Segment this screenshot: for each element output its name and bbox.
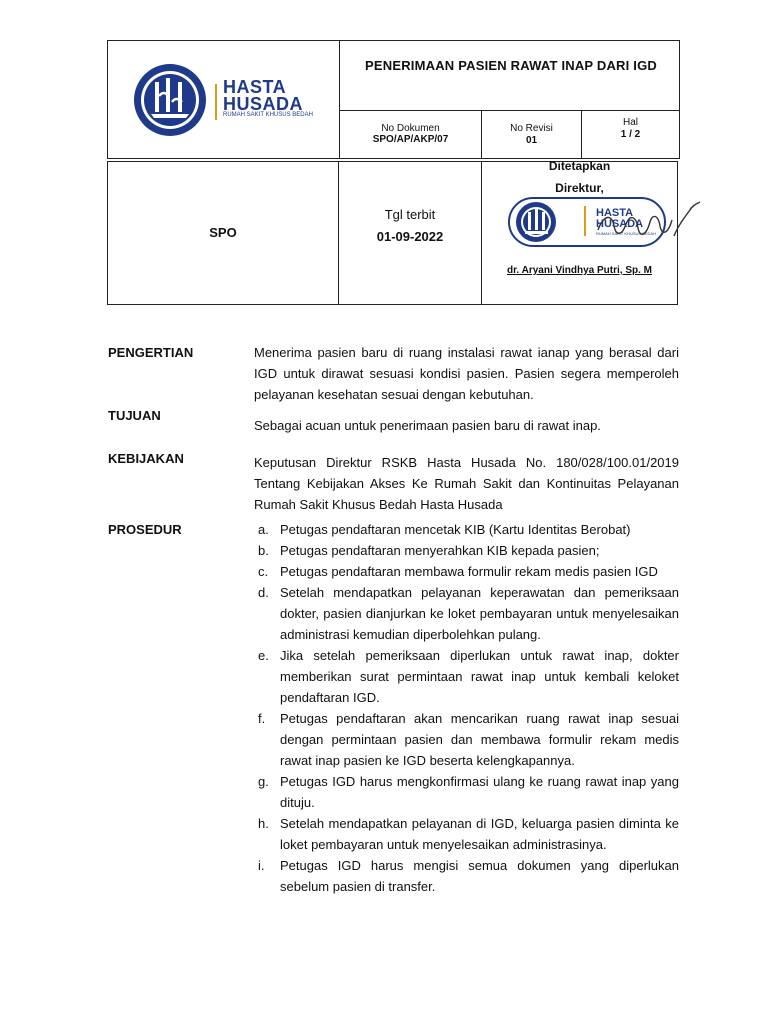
prosedur-item bbox=[254, 708, 679, 771]
page-value: 1 / 2 bbox=[620, 129, 641, 140]
director-name: dr. Aryani Vindhya Putri, Sp. M bbox=[506, 265, 653, 276]
prosedur-item-letter: f. bbox=[258, 711, 266, 726]
prosedur-item-text: Jika setelah pemeriksaan diperlukan untuk rawat inap, dokter memberikan surat permintaan rawat inap untuk kembali keloket pendaftaran IGD. bbox=[280, 648, 679, 705]
prosedur-item bbox=[254, 519, 679, 540]
stamp-tagline: RUMAH SAKIT KHUSUS BEDAH bbox=[596, 231, 656, 236]
kebijakan-text: Keputusan Direktur RSKB Hasta Husada No. 180/028/100.01/2019 Tentang Kebijakan Akses Ke Rumah Sakit dan Kontinuitas Pelayanan Rumah Sakit Khusus Bedah Hasta Husada bbox=[254, 455, 679, 512]
page-label: Hal bbox=[622, 117, 638, 128]
prosedur-item-text: Petugas pendaftaran mencetak KIB (Kartu Identitas Berobat) bbox=[280, 522, 631, 537]
prosedur-item-text: Petugas pendaftaran membawa formulir rekam medis pasien IGD bbox=[280, 564, 658, 579]
logo-tagline: RUMAH SAKIT KHUSUS BEDAH bbox=[223, 112, 313, 118]
director-signature bbox=[594, 200, 704, 252]
prosedur-item-text: Setelah mendapatkan pelayanan keperawatan dan pemeriksaan dokter, pasien dianjurkan ke loket pembayaran untuk menyelesaikan administrasi kemudian diperbolehkan pulang. bbox=[280, 585, 679, 642]
kebijakan-label: KEBIJAKAN bbox=[108, 451, 184, 466]
issued-date: 01-09-2022 bbox=[376, 229, 444, 244]
spo-label: SPO bbox=[209, 225, 237, 240]
prosedur-item bbox=[254, 582, 679, 645]
prosedur-item-letter: c. bbox=[258, 564, 269, 579]
prosedur-item-letter: h. bbox=[258, 816, 269, 831]
pengertian-text: Menerima pasien baru di ruang instalasi rawat ianap yang berasal dari IGD untuk dirawat sesuasi kondisi pasien. Pasien segera memperoleh pelayanan kesehatan sesuai dengan kebutuhan. bbox=[254, 345, 679, 402]
issued-label: Tgl terbit bbox=[384, 207, 436, 222]
prosedur-item-text: Petugas IGD harus mengisi semua dokumen yang diperlukan sebelum pasien di transfer. bbox=[280, 858, 679, 894]
pengertian-label: PENGERTIAN bbox=[108, 345, 194, 360]
prosedur-item-letter: e. bbox=[258, 648, 269, 663]
director-label: Direktur, bbox=[555, 181, 604, 195]
prosedur-item-text: Petugas pendaftaran akan mencarikan ruang rawat inap sesuai dengan permintaan pasien dan membawa formulir rekam medis rawat inap pasien ke IGD beserta kelengkapannya. bbox=[280, 711, 679, 768]
tujuan-label: TUJUAN bbox=[108, 408, 161, 423]
document-title: PENERIMAAN PASIEN RAWAT INAP DARI IGD bbox=[365, 58, 657, 73]
approved-label: Ditetapkan bbox=[548, 159, 611, 173]
prosedur-item-text: Petugas pendaftaran menyerahkan KIB kepada pasien; bbox=[280, 543, 600, 558]
prosedur-item-letter: d. bbox=[258, 585, 269, 600]
prosedur-item-text: Setelah mendapatkan pelayanan di IGD, keluarga pasien diminta ke loket pembayaran untuk menyelesaikan administrasinya. bbox=[280, 816, 679, 852]
prosedur-item bbox=[254, 540, 679, 561]
revision-label: No Revisi bbox=[510, 123, 553, 134]
prosedur-item-letter: b. bbox=[258, 543, 269, 558]
hospital-logo bbox=[131, 62, 321, 138]
prosedur-item bbox=[254, 855, 679, 897]
logo-name-line1: HASTA bbox=[223, 77, 287, 97]
prosedur-label: PROSEDUR bbox=[108, 522, 182, 537]
revision-value: 01 bbox=[525, 135, 538, 146]
prosedur-item-letter: a. bbox=[258, 522, 269, 537]
logo-name-line2: HUSADA bbox=[223, 94, 304, 114]
stamp-name-line2: HUSADA bbox=[596, 218, 644, 230]
prosedur-item-letter: i. bbox=[258, 858, 265, 873]
doc-number-value: SPO/AP/AKP/07 bbox=[372, 134, 449, 145]
prosedur-item-text: Petugas IGD harus mengkonfirmasi ulang ke ruang rawat inap yang dituju. bbox=[280, 774, 679, 810]
prosedur-item-letter: g. bbox=[258, 774, 269, 789]
prosedur-item bbox=[254, 645, 679, 708]
prosedur-list bbox=[254, 519, 679, 897]
stamp-name-line1: HASTA bbox=[596, 207, 634, 219]
prosedur-item bbox=[254, 813, 679, 855]
prosedur-item bbox=[254, 771, 679, 813]
tujuan-text: Sebagai acuan untuk penerimaan pasien baru di rawat inap. bbox=[254, 418, 601, 433]
doc-number-label: No Dokumen bbox=[381, 123, 440, 134]
prosedur-item bbox=[254, 561, 679, 582]
